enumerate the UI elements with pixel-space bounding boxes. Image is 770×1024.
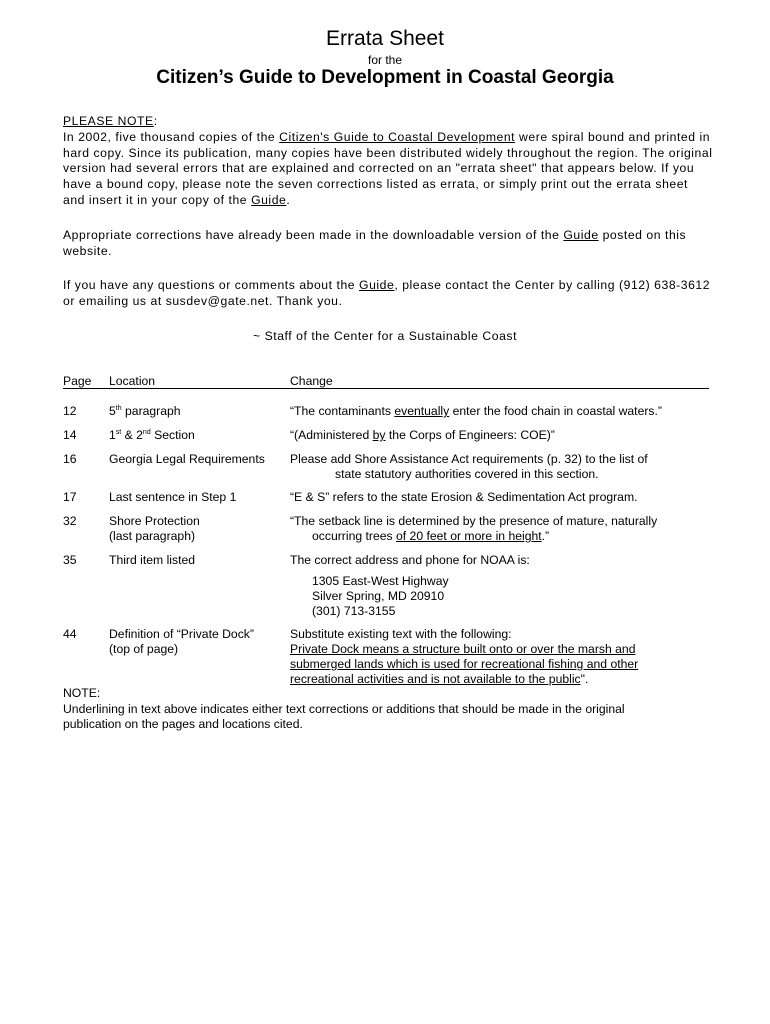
guide-title-link: Citizen's Guide to Coastal Development xyxy=(279,129,516,144)
footer-note-label: NOTE: xyxy=(63,686,101,700)
table-row-change: The correct address and phone for NOAA is: 1305 East-West Highway Silver Spring, MD 20910 (301) 713-3155 xyxy=(290,553,720,619)
table-row-change: Please add Shore Assistance Act requirements (p. 32) to the list of state statutory authorities covered in this section. xyxy=(290,452,648,481)
document-subtitle: Citizen’s Guide to Development in Coastal Georgia xyxy=(156,67,614,88)
table-row-page: 32 xyxy=(63,514,77,528)
noaa-phone: (301) 713-3155 xyxy=(312,604,396,618)
column-header-location: Location xyxy=(109,374,156,388)
noaa-address-line: 1305 East-West Highway xyxy=(312,574,449,588)
table-row-location: 1st & 2nd Section xyxy=(109,428,195,442)
table-row-page: 44 xyxy=(63,627,77,641)
table-row-page: 35 xyxy=(63,553,77,567)
intro-paragraph-1: PLEASE NOTE: In 2002, five thousand copies of the Citizen's Guide to Coastal Development were spiral bound and printed in hard copy. Since its publication, many copies have been distributed widely throughout the region. The original version had several errors that are explained and corrected on an "errata sheet" that appears below. If you have a bound copy, please note the seven corrections listed as errata, or simply print out the errata sheet and insert it in your copy of the Guide. xyxy=(63,114,713,207)
table-header-rule xyxy=(63,388,709,389)
staff-signature: ~ Staff of the Center for a Sustainable Coast xyxy=(252,329,518,343)
table-row-location: Georgia Legal Requirements xyxy=(109,452,265,466)
document-title: Errata Sheet xyxy=(326,27,444,50)
column-header-page: Page xyxy=(63,374,92,388)
table-row-location: Last sentence in Step 1 xyxy=(109,490,237,504)
table-row-page: 12 xyxy=(63,404,77,418)
table-row-change: “The setback line is determined by the presence of mature, naturally occurring trees of 20 feet or more in height.” xyxy=(290,514,658,543)
table-row-location: 5th paragraph xyxy=(109,404,181,418)
noaa-address-line: Silver Spring, MD 20910 xyxy=(312,589,445,603)
footer-note: NOTE: Underlining in text above indicates either text corrections or additions that should be made in the original publication on the pages and locations cited. xyxy=(63,686,713,733)
intro-paragraph-3: If you have any questions or comments about the Guide, please contact the Center by calling (912) 638-3612 or emailing us at susdev@gate.net. Thank you. xyxy=(63,278,711,308)
table-row-page: 16 xyxy=(63,452,77,466)
table-row-page: 14 xyxy=(63,428,77,442)
table-row-change: “E & S” refers to the state Erosion & Sedimentation Act program. xyxy=(290,490,638,504)
column-header-change: Change xyxy=(290,374,333,388)
table-row-change: Substitute existing text with the following: Private Dock means a structure built onto or over the marsh and submerged lands which is used for recreational fishing and other recreational activities and is not available to the public". xyxy=(290,627,639,686)
table-row-page: 17 xyxy=(63,490,77,504)
for-the-text: for the xyxy=(367,53,403,67)
table-row-location: Definition of “Private Dock” (top of page) xyxy=(109,627,254,656)
intro-paragraph-2: Appropriate corrections have already been made in the downloadable version of the Guide posted on this website. xyxy=(63,228,687,258)
please-note-label: PLEASE NOTE xyxy=(63,114,154,128)
table-row-location: Shore Protection (last paragraph) xyxy=(109,514,200,543)
table-row-location: Third item listed xyxy=(109,553,196,567)
table-row-change: “(Administered by the Corps of Engineers: COE)” xyxy=(290,428,555,442)
table-row-change: “The contaminants eventually enter the food chain in coastal waters.” xyxy=(290,404,662,418)
